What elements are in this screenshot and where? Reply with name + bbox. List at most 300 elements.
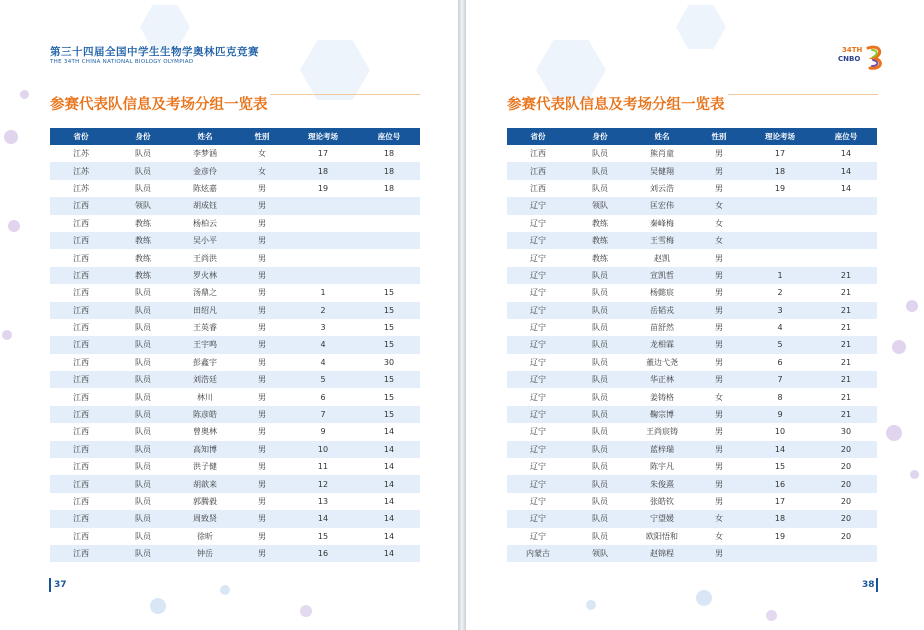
table-cell [815, 232, 877, 249]
table-cell: 男 [693, 493, 745, 510]
table-cell: 21 [815, 336, 877, 353]
table-cell: 21 [815, 354, 877, 371]
table-cell: 15 [358, 319, 420, 336]
table-row [507, 423, 877, 440]
table-cell: 男 [236, 232, 288, 249]
table-cell: 男 [693, 406, 745, 423]
table-cell: 江西 [50, 510, 112, 527]
table-row [507, 249, 877, 266]
table-cell: 13 [288, 493, 358, 510]
table-cell: 林川 [174, 388, 236, 405]
molecule-dot [8, 220, 20, 232]
table-cell: 队员 [112, 545, 174, 562]
table-row [507, 406, 877, 423]
table-cell: 9 [745, 406, 815, 423]
title-divider [728, 94, 878, 115]
table-cell [815, 215, 877, 232]
hex-decoration [300, 40, 370, 100]
table-cell: 3 [745, 302, 815, 319]
delegation-table [50, 128, 420, 562]
table-row [50, 162, 420, 179]
table-cell: 队员 [112, 180, 174, 197]
table-cell: 江西 [50, 475, 112, 492]
table-cell: 男 [236, 528, 288, 545]
table-cell: 女 [693, 510, 745, 527]
table-cell: 20 [815, 528, 877, 545]
table-cell: 男 [236, 475, 288, 492]
table-cell: 刘云浩 [631, 180, 693, 197]
molecule-dot [4, 130, 18, 144]
table-row [507, 441, 877, 458]
table-cell: 男 [236, 284, 288, 301]
table-cell: 江西 [50, 388, 112, 405]
table-cell: 江西 [50, 284, 112, 301]
table-cell: 6 [288, 388, 358, 405]
table-cell: 20 [815, 510, 877, 527]
page-number-bar [49, 578, 51, 592]
table-cell: 2 [745, 284, 815, 301]
table-cell: 男 [236, 423, 288, 440]
table-cell: 江苏 [50, 145, 112, 162]
table-cell: 女 [236, 162, 288, 179]
table-cell: 1 [288, 284, 358, 301]
table-cell: 21 [815, 284, 877, 301]
table-row [507, 302, 877, 319]
table-cell: 辽宁 [507, 493, 569, 510]
table-row [50, 510, 420, 527]
table-cell: 队员 [112, 145, 174, 162]
table-cell: 14 [358, 493, 420, 510]
table-cell: 秦峰梅 [631, 215, 693, 232]
column-header: 姓名 [631, 128, 693, 145]
table-row [50, 145, 420, 162]
table-cell: 男 [693, 302, 745, 319]
column-header: 座位号 [815, 128, 877, 145]
table-cell: 罗火林 [174, 267, 236, 284]
table-cell: 女 [236, 145, 288, 162]
table-cell: 苗舒然 [631, 319, 693, 336]
molecule-dot [150, 598, 166, 614]
table-cell: 队员 [112, 162, 174, 179]
right-page [466, 0, 924, 630]
table-row [507, 197, 877, 214]
table-cell: 男 [236, 267, 288, 284]
table-cell: 2 [288, 302, 358, 319]
table-cell: 领队 [569, 545, 631, 562]
table-cell: 杨柏云 [174, 215, 236, 232]
table-cell: 男 [236, 371, 288, 388]
table-cell: 7 [288, 406, 358, 423]
table-cell: 男 [236, 354, 288, 371]
table-cell: 5 [288, 371, 358, 388]
table-cell: 陈炫嘉 [174, 180, 236, 197]
table-row [50, 406, 420, 423]
table-row [507, 180, 877, 197]
table-cell: 女 [693, 197, 745, 214]
table-cell: 辽宁 [507, 232, 569, 249]
table-cell [358, 232, 420, 249]
table-cell: 辽宁 [507, 423, 569, 440]
column-header: 省份 [50, 128, 112, 145]
table-cell: 张皓钦 [631, 493, 693, 510]
table-row [50, 388, 420, 405]
table-cell: 女 [693, 388, 745, 405]
table-cell: 男 [236, 197, 288, 214]
table-cell: 队员 [112, 510, 174, 527]
table-cell: 领队 [112, 197, 174, 214]
table-cell: 16 [288, 545, 358, 562]
table-cell: 辽宁 [507, 354, 569, 371]
table-row [507, 371, 877, 388]
table-row [50, 528, 420, 545]
table-cell: 男 [693, 162, 745, 179]
table-cell: 15 [358, 302, 420, 319]
header-subtitle: THE 34TH CHINA NATIONAL BIOLOGY OLYMPIAD [50, 59, 194, 65]
table-cell: 刘浩廷 [174, 371, 236, 388]
table-row [50, 249, 420, 266]
table-cell: 辽宁 [507, 284, 569, 301]
logo-edition: 34TH [842, 46, 863, 54]
table-cell: 辽宁 [507, 388, 569, 405]
table-cell: 江西 [50, 371, 112, 388]
table-cell: 21 [815, 388, 877, 405]
table-cell: 男 [693, 145, 745, 162]
table-cell [745, 232, 815, 249]
table-cell: 江西 [50, 528, 112, 545]
table-cell: 江西 [507, 162, 569, 179]
table-cell: 江西 [50, 267, 112, 284]
table-cell [288, 215, 358, 232]
table-cell: 队员 [112, 354, 174, 371]
table-cell: 20 [815, 458, 877, 475]
table-cell: 队员 [569, 336, 631, 353]
table-cell: 4 [288, 354, 358, 371]
table-cell: 彭鑫宇 [174, 354, 236, 371]
table-cell: 男 [236, 406, 288, 423]
table-row [507, 162, 877, 179]
table-cell: 郭腾毅 [174, 493, 236, 510]
table-cell: 12 [288, 475, 358, 492]
table-cell: 岳韬戎 [631, 302, 693, 319]
table-row [507, 215, 877, 232]
table-cell: 14 [358, 510, 420, 527]
table-cell: 30 [815, 423, 877, 440]
table-row [507, 319, 877, 336]
table-cell: 18 [358, 145, 420, 162]
table-cell: 15 [358, 371, 420, 388]
table-cell: 江西 [50, 319, 112, 336]
table-cell: 9 [288, 423, 358, 440]
table-cell: 14 [358, 528, 420, 545]
molecule-dot [586, 600, 596, 610]
cnbo-logo [838, 42, 888, 74]
table-cell: 10 [288, 441, 358, 458]
table-cell: 队员 [569, 354, 631, 371]
table-header-row [507, 128, 877, 145]
table-cell: 胡歆来 [174, 475, 236, 492]
table-row [50, 493, 420, 510]
table-cell: 男 [693, 249, 745, 266]
table-cell: 女 [693, 215, 745, 232]
table-cell: 男 [236, 441, 288, 458]
table-cell: 男 [693, 354, 745, 371]
table-cell: 21 [815, 319, 877, 336]
table-cell: 洪子健 [174, 458, 236, 475]
table-cell: 20 [815, 475, 877, 492]
book-gutter [458, 0, 466, 630]
table-cell: 鞠宗博 [631, 406, 693, 423]
table-row [507, 354, 877, 371]
table-cell: 男 [693, 267, 745, 284]
column-header: 身份 [112, 128, 174, 145]
table-cell: 江西 [50, 493, 112, 510]
table-cell: 6 [745, 354, 815, 371]
table-cell [815, 545, 877, 562]
table-cell: 教练 [112, 232, 174, 249]
table-cell: 男 [236, 388, 288, 405]
table-row [507, 145, 877, 162]
table-cell: 14 [358, 545, 420, 562]
table-row [507, 528, 877, 545]
table-cell: 教练 [569, 232, 631, 249]
table-cell: 队员 [569, 145, 631, 162]
table-cell: 男 [693, 336, 745, 353]
column-header: 姓名 [174, 128, 236, 145]
molecule-dot [20, 90, 29, 99]
table-cell: 队员 [569, 441, 631, 458]
table-cell: 5 [745, 336, 815, 353]
table-cell: 18 [288, 162, 358, 179]
table-cell: 16 [745, 475, 815, 492]
table-cell: 男 [236, 493, 288, 510]
table-cell: 19 [745, 528, 815, 545]
table-cell: 江西 [50, 336, 112, 353]
table-cell [288, 249, 358, 266]
table-cell: 教练 [112, 249, 174, 266]
table-cell: 男 [236, 458, 288, 475]
table-cell: 队员 [569, 528, 631, 545]
table-cell: 高知博 [174, 441, 236, 458]
table-cell [288, 267, 358, 284]
table-cell [745, 215, 815, 232]
section-title: 参赛代表队信息及考场分组一览表 [50, 97, 268, 113]
table-cell: 江西 [50, 406, 112, 423]
table-cell: 20 [815, 441, 877, 458]
table-cell: 辽宁 [507, 371, 569, 388]
table-cell: 14 [358, 458, 420, 475]
table-cell: 辽宁 [507, 510, 569, 527]
table-cell [815, 249, 877, 266]
table-cell: 队员 [569, 493, 631, 510]
table-row [50, 232, 420, 249]
table-cell: 江西 [50, 354, 112, 371]
table-cell: 吴健翔 [631, 162, 693, 179]
table-row [50, 319, 420, 336]
table-cell: 队员 [112, 406, 174, 423]
table-row [50, 197, 420, 214]
column-header: 理论考场 [288, 128, 358, 145]
table-cell [745, 249, 815, 266]
table-cell: 队员 [112, 336, 174, 353]
molecule-dot [886, 425, 902, 441]
table-row [507, 284, 877, 301]
table-cell: 宣凯哲 [631, 267, 693, 284]
table-row [507, 493, 877, 510]
table-row [507, 336, 877, 353]
molecule-dot [2, 330, 12, 340]
table-cell: 队员 [112, 475, 174, 492]
table-cell: 男 [693, 475, 745, 492]
table-row [50, 458, 420, 475]
page-number: 38 [862, 580, 875, 590]
page-number-bar [876, 578, 878, 592]
table-cell [358, 215, 420, 232]
table-cell: 队员 [569, 406, 631, 423]
table-cell: 辽宁 [507, 302, 569, 319]
page-number: 37 [54, 580, 67, 590]
table-cell: 21 [815, 406, 877, 423]
table-cell: 辽宁 [507, 319, 569, 336]
table-cell: 男 [236, 180, 288, 197]
table-row [50, 267, 420, 284]
table-row [50, 475, 420, 492]
table-row [507, 475, 877, 492]
table-cell: 队员 [112, 528, 174, 545]
section-title: 参赛代表队信息及考场分组一览表 [507, 97, 725, 113]
table-cell: 队员 [569, 180, 631, 197]
table-cell: 15 [358, 284, 420, 301]
table-cell: 赵锦程 [631, 545, 693, 562]
table-cell: 陈彦皓 [174, 406, 236, 423]
table-cell: 队员 [112, 302, 174, 319]
logo-acronym: CNBO [838, 55, 861, 63]
molecule-dot [220, 585, 230, 595]
column-header: 省份 [507, 128, 569, 145]
table-cell: 江西 [50, 423, 112, 440]
table-row [50, 336, 420, 353]
table-body [50, 145, 420, 562]
table-cell: 蓝梓瑞 [631, 441, 693, 458]
table-cell: 男 [693, 319, 745, 336]
table-cell: 男 [236, 336, 288, 353]
table-cell: 江西 [507, 145, 569, 162]
table-row [50, 302, 420, 319]
table-cell: 李梦涵 [174, 145, 236, 162]
table-row [50, 423, 420, 440]
table-cell: 男 [693, 458, 745, 475]
table-cell: 教练 [112, 215, 174, 232]
table-cell: 男 [693, 284, 745, 301]
table-cell: 18 [745, 162, 815, 179]
table-cell: 队员 [112, 458, 174, 475]
column-header: 座位号 [358, 128, 420, 145]
table-row [50, 354, 420, 371]
title-divider [270, 94, 420, 115]
table-cell: 胡成钰 [174, 197, 236, 214]
table-cell: 14 [358, 423, 420, 440]
table-cell: 江苏 [50, 180, 112, 197]
table-cell: 辽宁 [507, 249, 569, 266]
table-cell: 队员 [569, 302, 631, 319]
table-cell: 18 [358, 180, 420, 197]
table-cell: 17 [745, 493, 815, 510]
hex-decoration [536, 40, 606, 100]
table-cell [288, 232, 358, 249]
molecule-dot [892, 340, 906, 354]
table-cell: 男 [693, 441, 745, 458]
table-cell: 辽宁 [507, 267, 569, 284]
table-cell: 15 [358, 336, 420, 353]
table-cell: 杨懿宸 [631, 284, 693, 301]
table-cell: 男 [236, 215, 288, 232]
table-cell: 队员 [569, 162, 631, 179]
table-cell: 21 [815, 267, 877, 284]
table-body [507, 145, 877, 562]
table-cell: 朱俊熹 [631, 475, 693, 492]
table-cell: 14 [745, 441, 815, 458]
table-cell [745, 197, 815, 214]
table-cell: 宁望媛 [631, 510, 693, 527]
table-cell: 教练 [112, 267, 174, 284]
table-cell: 21 [815, 302, 877, 319]
table-row [507, 510, 877, 527]
table-cell: 江西 [50, 545, 112, 562]
molecule-dot [696, 590, 712, 606]
table-cell: 吴小平 [174, 232, 236, 249]
table-cell: 江西 [50, 232, 112, 249]
table-row [507, 545, 877, 562]
table-cell [358, 267, 420, 284]
table-cell: 队员 [112, 441, 174, 458]
table-cell: 男 [236, 302, 288, 319]
table-row [50, 215, 420, 232]
table-cell: 15 [745, 458, 815, 475]
table-cell: 男 [236, 319, 288, 336]
molecule-dot [766, 610, 777, 621]
table-cell: 辽宁 [507, 215, 569, 232]
table-cell: 队员 [112, 371, 174, 388]
table-cell: 15 [358, 406, 420, 423]
table-cell: 江苏 [50, 162, 112, 179]
column-header: 性别 [236, 128, 288, 145]
table-cell: 女 [693, 528, 745, 545]
table-row [50, 371, 420, 388]
table-cell: 董边弋尧 [631, 354, 693, 371]
table-cell: 教练 [569, 215, 631, 232]
table-cell: 队员 [569, 458, 631, 475]
table-cell: 队员 [112, 493, 174, 510]
table-cell: 男 [236, 545, 288, 562]
table-row [50, 180, 420, 197]
table-cell: 14 [288, 510, 358, 527]
table-cell: 21 [815, 371, 877, 388]
table-row [50, 545, 420, 562]
hex-decoration [676, 5, 726, 49]
table-cell: 19 [288, 180, 358, 197]
table-cell: 周致贤 [174, 510, 236, 527]
table-cell: 汤鼎之 [174, 284, 236, 301]
table-row [50, 284, 420, 301]
table-cell: 江西 [50, 458, 112, 475]
table-cell: 田绍凡 [174, 302, 236, 319]
molecule-dot [910, 470, 919, 479]
header-title: 第三十四届全国中学生生物学奥林匹克竞赛 [50, 46, 259, 58]
table-row [507, 232, 877, 249]
table-cell: 14 [358, 475, 420, 492]
table-cell: 男 [693, 180, 745, 197]
table-cell: 辽宁 [507, 197, 569, 214]
table-cell: 江西 [50, 249, 112, 266]
